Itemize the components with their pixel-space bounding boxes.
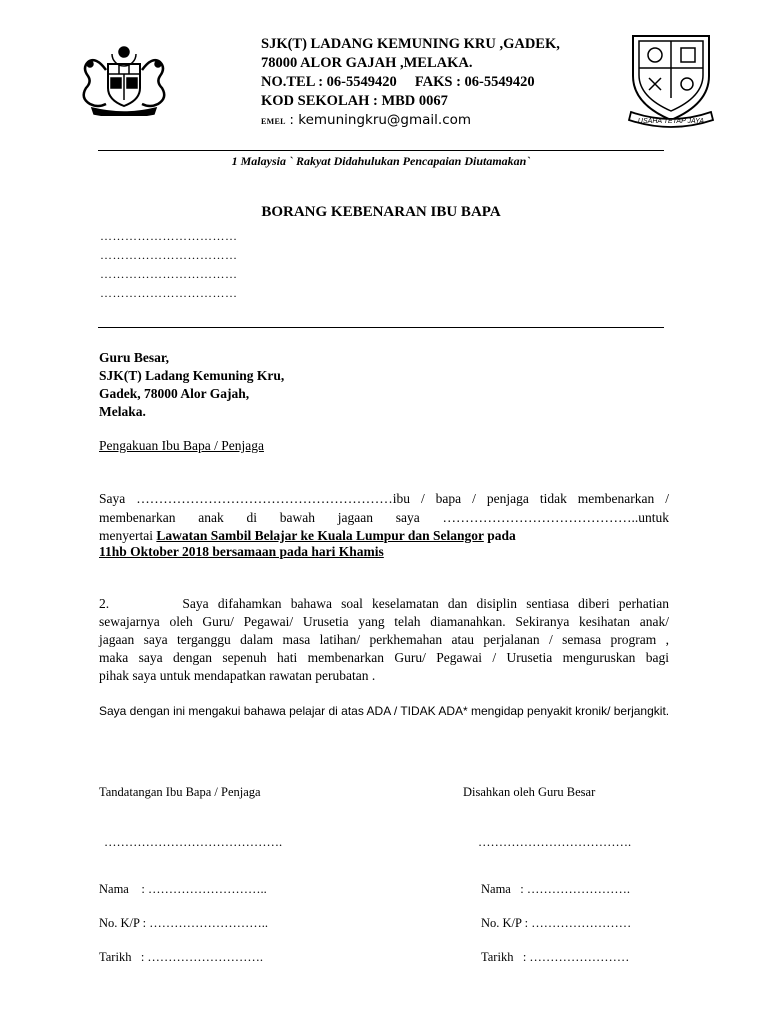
- recipient-line: Melaka.: [99, 404, 146, 419]
- blank-line: ……………………………: [100, 286, 238, 300]
- email-label: EMEL: [261, 117, 286, 126]
- recipient-line: SJK(T) Ladang Kemuning Kru,: [99, 368, 285, 383]
- headmaster-date-field: Tarikh : ……………………: [481, 950, 630, 964]
- recipient-address: [99, 349, 284, 421]
- blank-line: ……………………………: [100, 267, 238, 281]
- paragraph-2-line: 2. Saya difahamkan bahawa soal keselamatan dan disiplin sentiasa diberi perhatian: [99, 596, 669, 611]
- declaration-suffix: pada: [483, 528, 516, 543]
- parent-ic-field: No. K/P : ………………………..: [99, 916, 268, 930]
- form-title: BORANG KEBENARAN IBU BAPA: [261, 204, 501, 220]
- headmaster-signature-label: Disahkan oleh Guru Besar: [463, 785, 596, 799]
- parent-date-field: Tarikh : ……………………….: [99, 950, 264, 964]
- paragraph-2-line: maka saya dengan sepenuh hati membenarkan Guru/ Pegawai / Urusetia menguruskan bagi: [99, 650, 669, 665]
- school-crest-icon: [625, 28, 717, 128]
- school-name: SJK(T) LADANG KEMUNING KRU ,GADEK,: [261, 36, 560, 52]
- school-code: KOD SEKOLAH : MBD 0067: [261, 93, 448, 109]
- declaration-heading: Pengakuan Ibu Bapa / Penjaga: [99, 438, 264, 453]
- declaration-prefix: menyertai: [99, 528, 157, 543]
- headmaster-name-field: Nama : …………………….: [481, 882, 630, 896]
- paragraph-2-line: sewajarnya oleh Guru/ Pegawai/ Urusetia yang telah diamanahkan. Sekiranya kesihatan anak/: [99, 614, 669, 629]
- declaration-line: Saya …………………………………………………ibu / bapa / penjaga tidak membenarkan /: [99, 491, 669, 506]
- paragraph-2-line: jagaan saya terganggu dalam masa latihan/ perkhemahan atau perjalanan / semasa program ,: [99, 632, 669, 647]
- school-address: 78000 ALOR GAJAH ,MELAKA.: [261, 55, 473, 71]
- event-name: Lawatan Sambil Belajar ke Kuala Lumpur dan Selangor: [156, 528, 484, 543]
- health-statement: Saya dengan ini mengakui bahawa pelajar di atas ADA / TIDAK ADA* mengidap penyakit kronik/ berjangkit.: [99, 704, 670, 718]
- headmaster-ic-field: No. K/P : ……………………: [481, 916, 632, 930]
- section-divider: [98, 327, 664, 328]
- email-value: : kemuningkru@gmail.com: [289, 112, 472, 128]
- school-motto: 1 Malaysia ` Rakyat Didahulukan Pencapaian Diutamakan`: [231, 154, 531, 168]
- parent-signature-label: Tandatangan Ibu Bapa / Penjaga: [99, 785, 261, 799]
- crest-motto: USAHA TETAP JAYA: [637, 118, 705, 125]
- coat-of-arms-icon: [78, 40, 170, 116]
- header-divider: [98, 150, 664, 151]
- parent-name-field: Nama : ………………………..: [99, 882, 267, 896]
- recipient-line: Gadek, 78000 Alor Gajah,: [99, 386, 250, 401]
- declaration-line: membenarkan anak di bawah jagaan saya ……………………………………..untuk: [99, 510, 669, 525]
- blank-line: ……………………………: [100, 248, 238, 262]
- event-date: 11hb Oktober 2018 bersamaan pada hari Khamis: [99, 544, 384, 559]
- blank-line: ……………………………: [100, 229, 238, 243]
- paragraph-2-line: pihak saya untuk mendapatkan rawatan perubatan .: [99, 668, 376, 683]
- parent-signature-line: …………………………………….: [104, 835, 283, 849]
- school-email: [261, 111, 471, 131]
- headmaster-signature-line: ……………………………….: [478, 835, 632, 849]
- school-phone-fax: NO.TEL : 06-5549420 FAKS : 06-5549420: [261, 74, 535, 90]
- recipient-line: Guru Besar,: [99, 350, 170, 365]
